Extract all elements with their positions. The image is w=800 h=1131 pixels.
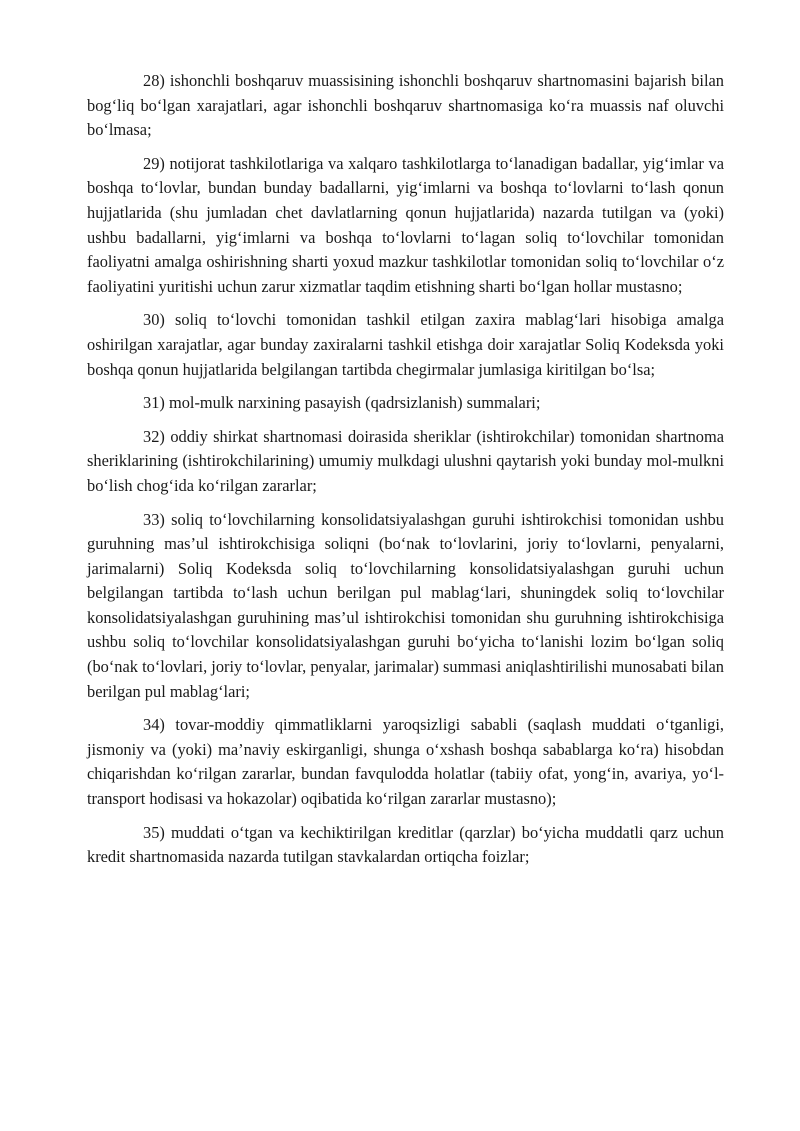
paragraph-item-33: 33) soliq to‘lovchilarning konsolidatsiyalashgan guruhi ishtirokchisi tomonidan ushbu guruhning mas’ul ishtirokchisiga soliqni (bo‘nak to‘lovlarini, joriy to‘lovlarni, penyalarni, jarimalarni) Soliq Kodeksda soliq to‘lovchilarning konsolidatsiyalashgan guruhi uchun belgilangan tartibda to‘lash uchun berilgan pul mablag‘lari, shuningdek soliq to‘lovchilar konsolidatsiyalashgan guruhining mas’ul ishtirokchisi tomonidan shu guruhning ishtirokchisiga ushbu soliq to‘lovchilar konsolidatsiyalashgan guruhi bo‘yicha to‘lanishi lozim bo‘lgan soliq (bo‘nak to‘lovlari, joriy to‘lovlar, penyalar, jarimalar) summasi aniqlashtirilishi munosabati bilan berilgan pul mablag‘lari;: [87, 509, 724, 701]
paragraph-item-32: 32) oddiy shirkat shartnomasi doirasida sheriklar (ishtirokchilar) tomonidan shartnoma sheriklarining (ishtirokchilarining) umumiy mulkdagi ulushni qaytarish yoki bunday mol-mulkni bo‘lish chog‘ida ko‘rilgan zararlar;: [87, 426, 724, 495]
document-page: [87, 69, 724, 879]
paragraph-item-35: 35) muddati o‘tgan va kechiktirilgan kreditlar (qarzlar) bo‘yicha muddatli qarz uchun kredit shartnomasida nazarda tutilgan stavkalardan ortiqcha foizlar;: [87, 822, 724, 867]
paragraph-item-28: 28) ishonchli boshqaruv muassisining ishonchli boshqaruv shartnomasini bajarish bilan bog‘liq bo‘lgan xarajatlari, agar ishonchli boshqaruv shartnomasiga ko‘ra muassis naf oluvchi bo‘lmasa;: [87, 71, 724, 140]
paragraph-item-34: 34) tovar-moddiy qimmatliklarni yaroqsizligi sababli (saqlash muddati o‘tganligi, jismoniy va (yoki) ma’naviy eskirganligi, shunga o‘xshash boshqa sabablarga ko‘ra) hisobdan chiqarishdan ko‘rilgan zararlar, bundan favqulodda holatlar (tabiiy ofat, yong‘in, avariya, yo‘l-transport hodisasi va hokazolar) oqibatida ko‘rilgan zararlar mustasno);: [87, 715, 724, 809]
paragraph-item-30: 30) soliq to‘lovchi tomonidan tashkil etilgan zaxira mablag‘lari hisobiga amalga oshirilgan xarajatlar, agar bunday zaxiralarni tashkil etishga doir xarajatlar Soliq Kodeksda yoki boshqa qonun hujjatlarida belgilangan tartibda chegirmalar jumlasiga kiritilgan bo‘lsa;: [87, 310, 724, 379]
paragraph-item-29: 29) notijorat tashkilotlariga va xalqaro tashkilotlarga to‘lanadigan badallar, yig‘imlar va boshqa to‘lovlar, bundan bunday badallarni, yig‘imlarni va boshqa to‘lovlarni to‘lash qonun hujjatlarida (shu jumladan chet davlatlarning qonun hujjatlarida) nazarda tutilgan va (yoki) ushbu badallarni, yig‘imlarni va boshqa to‘lovlarni to‘lagan soliq to‘lovchilar tomonidan faoliyatni amalga oshirishning sharti yoxud mazkur tashkilotlar tomonidan soliq to‘lovchilar o‘z faoliyatini yuritishi uchun zarur xizmatlar taqdim etishning sharti bo‘lgan hollar mustasno;: [87, 153, 724, 296]
paragraph-item-31: 31) mol-mulk narxining pasayish (qadrsizlanish) summalari;: [143, 393, 541, 413]
